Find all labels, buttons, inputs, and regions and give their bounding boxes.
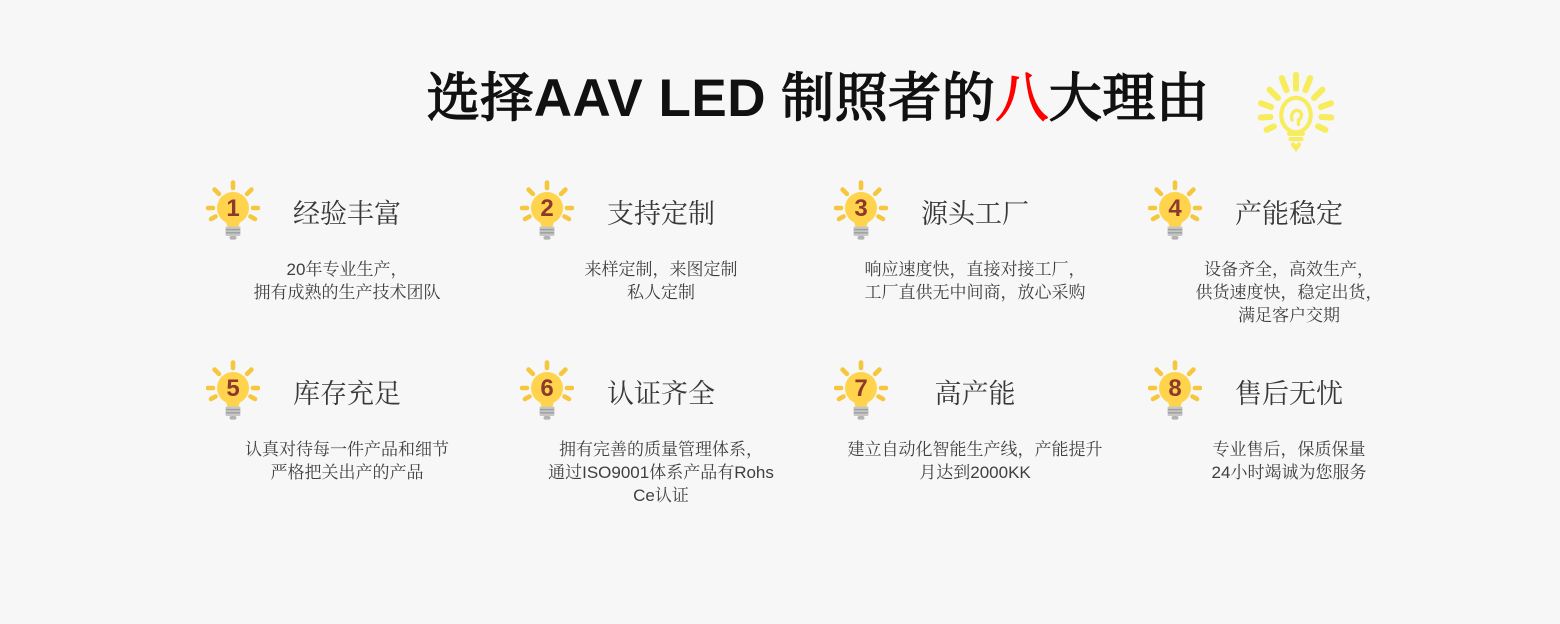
reason-number: 3 (854, 195, 868, 222)
reason-number: 4 (1168, 195, 1182, 222)
numbered-lightbulb-icon (520, 360, 574, 426)
numbered-lightbulb-icon (834, 360, 888, 426)
title-prefix: 选择AAV LED 制照者的 (426, 69, 996, 128)
reasons-grid (190, 180, 1446, 540)
reason-number: 6 (540, 375, 554, 402)
reason-description-line: 严格把关出产的产品 (270, 463, 424, 483)
reason-card-7 (818, 360, 1132, 540)
sparkle-lightbulb-doodle-icon (1242, 68, 1350, 168)
reason-description-line: 拥有完善的质量管理体系， (559, 440, 763, 460)
reason-title: 售后无忧 (1235, 379, 1343, 409)
reason-title: 经验丰富 (293, 199, 401, 229)
reason-description-line: 供货速度快，稳定出货， (1195, 283, 1383, 303)
title-highlight: 八 (995, 69, 1049, 128)
reason-description-line: Ce认证 (633, 486, 689, 506)
doodle-rays (1261, 75, 1332, 130)
reason-card-5 (190, 360, 504, 540)
title-suffix: 大理由 (1048, 69, 1210, 128)
reason-number: 7 (854, 375, 868, 402)
reason-description (1132, 258, 1446, 327)
reason-title: 源头工厂 (921, 199, 1029, 229)
reason-number: 1 (226, 195, 240, 222)
reason-description-line: 24小时竭诚为您服务 (1211, 463, 1367, 483)
reason-description-line: 月达到2000KK (919, 463, 1031, 483)
reason-description (190, 438, 504, 484)
reason-title: 库存充足 (293, 379, 401, 409)
reason-card-2 (504, 180, 818, 360)
numbered-lightbulb-icon (1148, 180, 1202, 246)
reason-description (1132, 438, 1446, 484)
reason-card-3 (818, 180, 1132, 360)
reason-description-line: 拥有成熟的生产技术团队 (253, 283, 441, 303)
reason-description-line: 来样定制，来图定制 (584, 260, 738, 280)
reason-number: 5 (226, 375, 240, 402)
reason-description-line: 满足客户交期 (1238, 306, 1340, 326)
doodle-bulb-outline (1281, 98, 1310, 132)
reason-description-line: 20年专业生产， (286, 260, 408, 280)
reason-description-line: 设备齐全，高效生产， (1204, 260, 1374, 280)
reason-description (190, 258, 504, 304)
reason-title: 认证齐全 (607, 379, 715, 409)
page-header (190, 68, 1446, 131)
reason-description-line: 私人定制 (627, 283, 695, 303)
reason-description-line: 工厂直供无中间商，放心采购 (864, 283, 1086, 303)
reason-description-line: 响应速度快，直接对接工厂， (864, 260, 1086, 280)
reason-description-line: 通过ISO9001体系产品有Rohs (548, 463, 774, 483)
reason-description (504, 438, 818, 507)
reason-description-line: 认真对待每一件产品和细节 (245, 440, 449, 460)
reason-card-1 (190, 180, 504, 360)
numbered-lightbulb-icon (834, 180, 888, 246)
numbered-lightbulb-icon (1148, 360, 1202, 426)
reason-description-line: 建立自动化智能生产线，产能提升 (847, 440, 1103, 460)
reason-title: 产能稳定 (1235, 199, 1343, 229)
reason-card-6 (504, 360, 818, 540)
reason-card-8 (1132, 360, 1446, 540)
reason-number: 2 (540, 195, 554, 222)
reason-title: 高产能 (934, 379, 1016, 409)
reason-description-line: 专业售后，保质保量 (1212, 440, 1366, 460)
reason-description (818, 438, 1132, 484)
reason-number: 8 (1168, 375, 1182, 402)
reason-description (504, 258, 818, 304)
reason-title: 支持定制 (607, 199, 715, 229)
reason-card-4 (1132, 180, 1446, 360)
numbered-lightbulb-icon (206, 180, 260, 246)
reason-description (818, 258, 1132, 304)
numbered-lightbulb-icon (206, 360, 260, 426)
doodle-filament (1292, 110, 1302, 124)
doodle-base-threads (1289, 134, 1303, 149)
numbered-lightbulb-icon (520, 180, 574, 246)
